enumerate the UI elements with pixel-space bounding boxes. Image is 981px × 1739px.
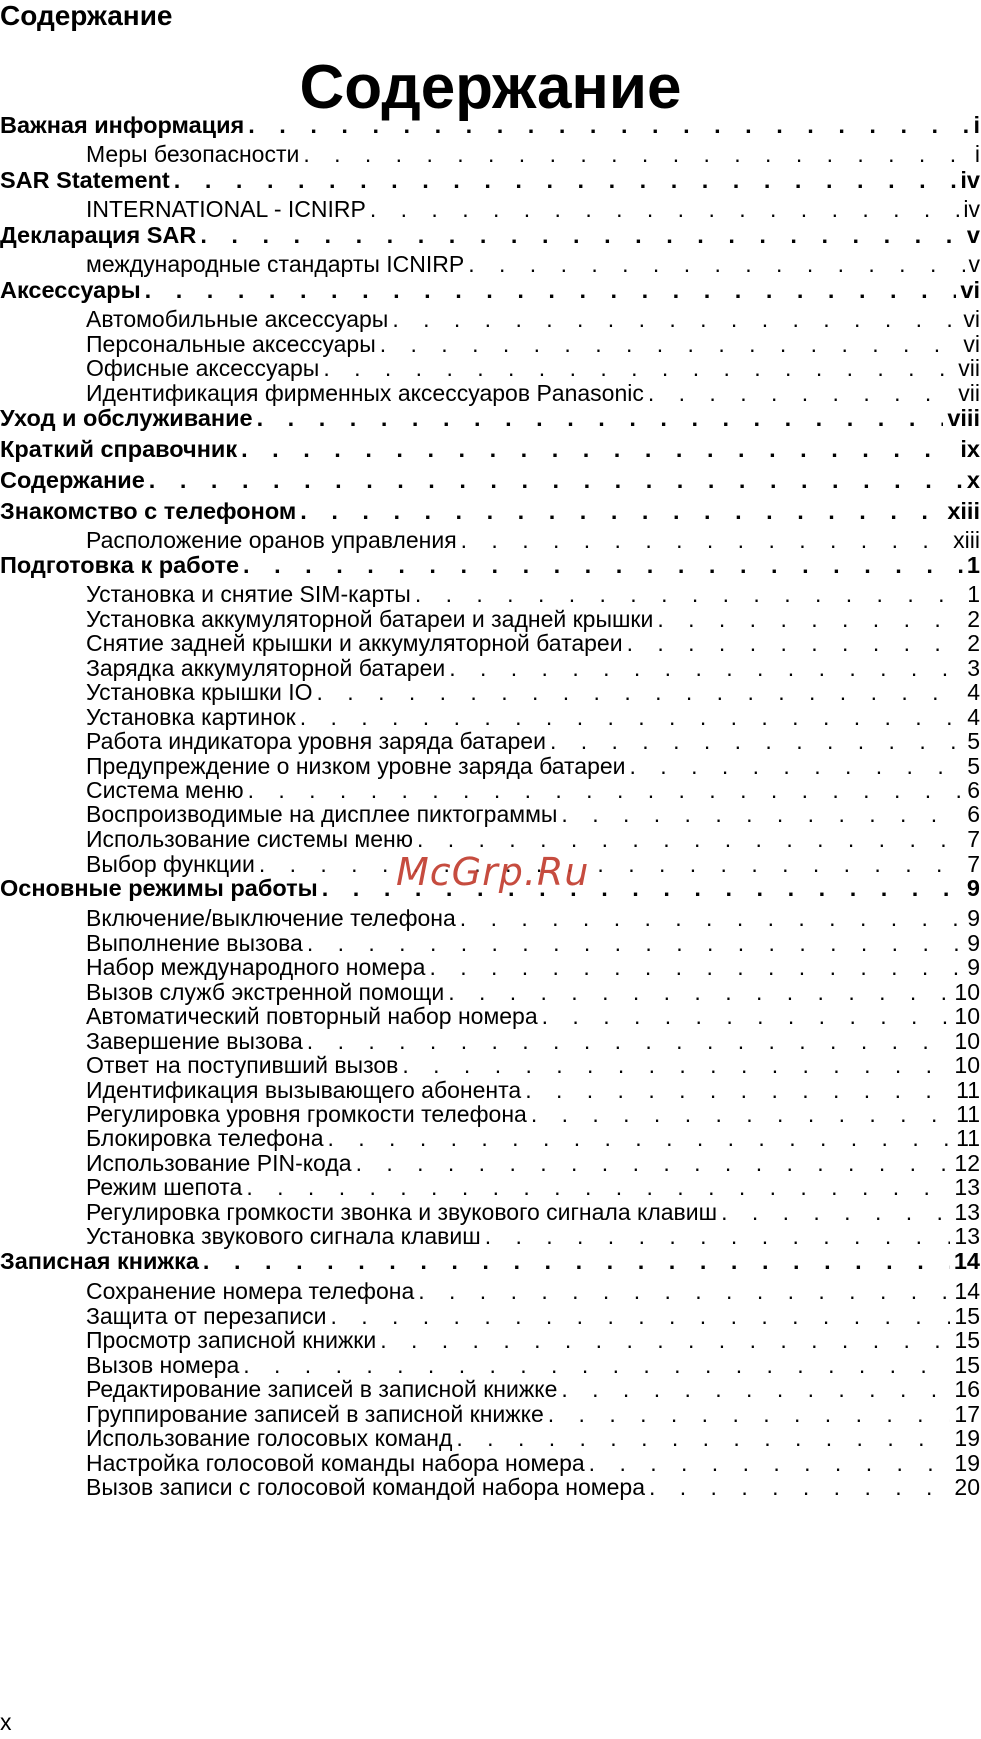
dot-leader — [485, 1223, 951, 1250]
toc-page-number: x — [966, 467, 980, 493]
dot-leader — [627, 630, 964, 657]
toc-label: Работа индикатора уровня заряда батареи — [86, 728, 546, 754]
dot-leader — [542, 1003, 951, 1030]
dot-leader — [317, 679, 964, 706]
toc-label: Блокировка телефона — [86, 1125, 324, 1151]
toc-page-number: iv — [960, 167, 980, 193]
dot-leader — [657, 606, 963, 633]
toc-label: Вызов служб экстренной помощи — [86, 979, 445, 1005]
dot-leader — [246, 1174, 950, 1201]
dot-leader — [449, 655, 963, 682]
toc-label: Автомобильные аксессуары — [86, 306, 389, 332]
toc-page-number: i — [973, 112, 980, 138]
toc-label: Идентификация вызывающего абонента — [86, 1077, 522, 1103]
toc-label: Автоматический повторный набор номера — [86, 1003, 538, 1029]
toc-page-number: vi — [963, 331, 980, 357]
toc-page-number: 4 — [967, 704, 980, 730]
toc-label: INTERNATIONAL - ICNIRP — [86, 196, 366, 222]
dot-leader — [402, 1052, 950, 1079]
toc-label: Знакомство с телефоном — [0, 498, 297, 524]
toc-page-number: 13 — [954, 1199, 980, 1225]
toc-page-number: ix — [960, 436, 980, 462]
toc-label: Группирование записей в записной книжке — [86, 1401, 544, 1427]
toc-page-number: 14 — [954, 1278, 980, 1304]
dot-leader — [200, 222, 963, 249]
page-number: x — [0, 1709, 12, 1735]
dot-leader — [561, 801, 963, 828]
dot-leader — [243, 1352, 950, 1379]
toc-page-number: 17 — [954, 1401, 980, 1427]
toc-page-number: vi — [963, 306, 980, 332]
dot-leader — [417, 826, 963, 853]
toc-page-number: 5 — [967, 753, 980, 779]
toc-label: Включение/выключение телефона — [86, 905, 456, 931]
toc-label: Записная книжка — [0, 1248, 199, 1274]
toc-label: Предупреждение о низком уровне заряда батареи — [86, 753, 626, 779]
toc-page-number: 10 — [954, 1052, 980, 1078]
dot-leader — [174, 167, 957, 194]
toc-label: Офисные аксессуары — [86, 355, 320, 381]
toc-page-number: xiii — [953, 527, 980, 553]
toc-page-number: 15 — [954, 1352, 980, 1378]
toc-label: Установка картинок — [86, 704, 296, 730]
toc-label: Набор международного номера — [86, 954, 426, 980]
dot-leader — [328, 1125, 953, 1152]
toc-page-number: 13 — [954, 1223, 980, 1249]
toc-section[interactable] — [0, 277, 980, 307]
toc-label: Важная информация — [0, 112, 245, 138]
dot-leader — [149, 467, 963, 494]
dot-leader — [243, 552, 963, 579]
toc-label: Декларация SAR — [0, 222, 197, 248]
toc-page-number: 9 — [967, 930, 980, 956]
toc-label: Регулировка громкости звонка и звукового сигнала клавиш — [86, 1199, 718, 1225]
dot-leader — [380, 331, 960, 358]
dot-leader — [203, 1248, 950, 1275]
dot-leader — [649, 1474, 950, 1501]
toc-page-number: iv — [963, 196, 980, 222]
toc-label: Снятие задней крышки и аккумуляторной батареи — [86, 630, 623, 656]
toc-page-number: 19 — [954, 1425, 980, 1451]
dot-leader — [323, 355, 954, 382]
toc-label: Установка аккумуляторной батареи и задней крышки — [86, 606, 654, 632]
toc-page-number: vii — [958, 355, 980, 381]
toc-label: Использование системы меню — [86, 826, 413, 852]
toc-label: Режим шепота — [86, 1174, 243, 1200]
dot-leader — [303, 141, 971, 168]
toc-label: Система меню — [86, 777, 244, 803]
toc-section[interactable] — [0, 167, 980, 197]
toc-page-number: 6 — [967, 777, 980, 803]
toc-label: Идентификация фирменных аксессуаров Panasonic — [86, 380, 644, 406]
dot-leader — [461, 527, 950, 554]
dot-leader — [248, 112, 969, 139]
toc-label: Подготовка к работе — [0, 552, 240, 578]
toc-label: Сохранение номера телефона — [86, 1278, 415, 1304]
dot-leader — [145, 277, 957, 304]
toc-page-number: 4 — [967, 679, 980, 705]
toc-page-number: 11 — [956, 1101, 980, 1127]
toc-page-number: 11 — [956, 1077, 980, 1103]
dot-leader — [448, 979, 950, 1006]
toc-label: Уход и обслуживание — [0, 405, 253, 431]
toc-page-number: 6 — [967, 801, 980, 827]
toc-page-number: 10 — [954, 979, 980, 1005]
toc-label: Меры безопасности — [86, 141, 300, 167]
dot-leader — [531, 1101, 952, 1128]
toc-label: международные стандарты ICNIRP — [86, 251, 465, 277]
dot-leader — [300, 704, 964, 731]
toc-label: SAR Statement — [0, 167, 170, 193]
dot-leader — [561, 1376, 950, 1403]
toc-label: Выполнение вызова — [86, 930, 303, 956]
toc-page-number: 13 — [954, 1174, 980, 1200]
toc-label: Вызов записи с голосовой командой набора номера — [86, 1474, 645, 1500]
toc-section[interactable] — [0, 222, 980, 252]
dot-leader — [630, 753, 964, 780]
toc-label: Воспроизводимые на дисплее пиктограммы — [86, 801, 558, 827]
toc-label: Установка крышки IO — [86, 679, 313, 705]
toc-page-number: 10 — [954, 1003, 980, 1029]
toc-entry[interactable] — [86, 1474, 980, 1504]
dot-leader — [548, 1401, 951, 1428]
toc-section[interactable] — [0, 436, 980, 466]
toc-page-number: 14 — [953, 1248, 980, 1274]
toc-section[interactable] — [0, 552, 980, 582]
dot-leader — [460, 905, 963, 932]
toc-section[interactable] — [0, 405, 980, 435]
toc-page-number: 11 — [956, 1125, 980, 1151]
toc-page-number: 15 — [954, 1303, 980, 1329]
toc-page-number: 2 — [967, 606, 980, 632]
dot-leader — [589, 1450, 951, 1477]
toc-page-number: 2 — [967, 630, 980, 656]
toc-label: Установка звукового сигнала клавиш — [86, 1223, 481, 1249]
dot-leader — [415, 581, 963, 608]
toc-page-number: 19 — [954, 1450, 980, 1476]
toc-page-number: 9 — [966, 875, 980, 901]
dot-leader — [248, 777, 964, 804]
toc-section[interactable] — [0, 467, 980, 497]
toc-label: Ответ на поступивший вызов — [86, 1052, 399, 1078]
dot-leader — [525, 1077, 952, 1104]
toc-page-number: 7 — [967, 851, 980, 877]
toc-label: Использование PIN-кода — [86, 1150, 352, 1176]
dot-leader — [456, 1425, 950, 1452]
page-title: Содержание — [299, 53, 682, 122]
toc-section[interactable] — [0, 112, 980, 142]
toc-page-number: 7 — [967, 826, 980, 852]
toc-page-number: vii — [958, 380, 980, 406]
toc-page-number: v — [966, 222, 980, 248]
toc-label: Установка и снятие SIM-карты — [86, 581, 411, 607]
toc-section[interactable] — [0, 1248, 980, 1278]
toc-page-number: i — [974, 141, 980, 167]
dot-leader — [392, 306, 959, 333]
toc-page-number: 16 — [954, 1376, 980, 1402]
dot-leader — [550, 728, 963, 755]
dot-leader — [721, 1199, 950, 1226]
toc-page-number: 1 — [966, 552, 980, 578]
toc-section[interactable] — [0, 498, 980, 528]
toc-label: Использование голосовых команд — [86, 1425, 453, 1451]
toc-label: Персональные аксессуары — [86, 331, 376, 357]
toc-label: Зарядка аккумуляторной батареи — [86, 655, 446, 681]
toc-page-number: 12 — [954, 1150, 980, 1176]
dot-leader — [380, 1327, 950, 1354]
toc-label: Содержание — [0, 467, 145, 493]
toc-label: Расположение оранов управления — [86, 527, 457, 553]
toc-page-number: viii — [947, 405, 980, 431]
dot-leader — [356, 1150, 951, 1177]
toc-page-number: vi — [960, 277, 980, 303]
dot-leader — [370, 196, 960, 223]
toc-page-number: 15 — [954, 1327, 980, 1353]
toc-page-number: xiii — [947, 498, 980, 524]
dot-leader — [330, 1303, 950, 1330]
toc-page-number: 3 — [967, 655, 980, 681]
dot-leader — [307, 930, 963, 957]
toc-page-number: 9 — [967, 954, 980, 980]
running-header: Содержание — [0, 0, 173, 31]
toc-page-number: 1 — [967, 581, 980, 607]
toc-page-number: 20 — [954, 1474, 980, 1500]
dot-leader — [418, 1278, 950, 1305]
toc-label: Защита от перезаписи — [86, 1303, 327, 1329]
toc-label: Выбор функции — [86, 851, 255, 877]
toc-label: Настройка голосовой команды набора номера — [86, 1450, 585, 1476]
dot-leader — [257, 405, 944, 432]
dot-leader — [468, 251, 964, 278]
toc-label: Просмотр записной книжки — [86, 1327, 377, 1353]
toc-label: Основные режимы работы — [0, 875, 318, 901]
dot-leader — [429, 954, 963, 981]
toc-label: Регулировка уровня громкости телефона — [86, 1101, 527, 1127]
toc-label: Краткий справочник — [0, 436, 238, 462]
toc-page-number: 5 — [967, 728, 980, 754]
dot-leader — [648, 380, 954, 407]
dot-leader — [307, 1028, 951, 1055]
toc-page-number: v — [968, 251, 980, 277]
toc-label: Вызов номера — [86, 1352, 240, 1378]
dot-leader — [259, 851, 963, 878]
toc-page-number: 9 — [967, 905, 980, 931]
toc-label: Завершение вызова — [86, 1028, 303, 1054]
toc-page-number: 10 — [954, 1028, 980, 1054]
toc-label: Аксессуары — [0, 277, 141, 303]
toc-label: Редактирование записей в записной книжке — [86, 1376, 558, 1402]
dot-leader — [241, 436, 956, 463]
watermark: McGrp.Ru — [396, 850, 590, 894]
dot-leader — [300, 498, 943, 525]
